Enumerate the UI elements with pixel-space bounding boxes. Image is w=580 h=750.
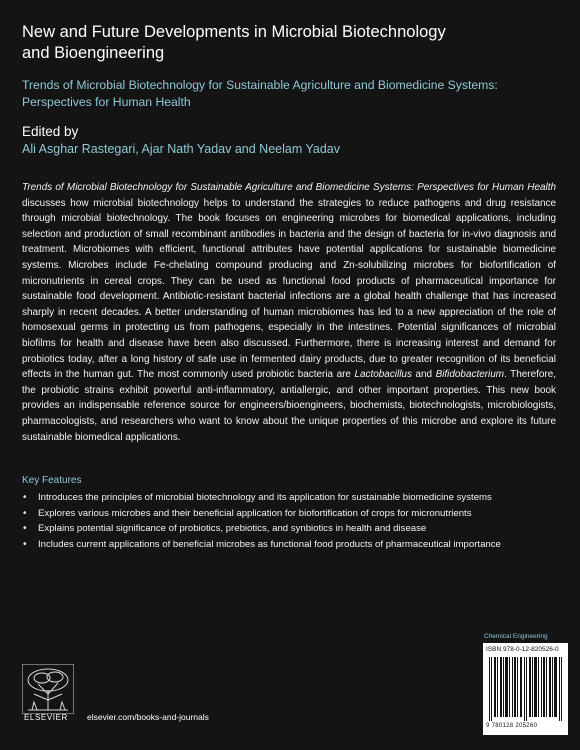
description-and: and — [411, 369, 436, 381]
description-lead-title: Trends of Microbial Biotechnology for Sustainable Agriculture and Biomedicine Systems: Perspectives for Human Health — [22, 182, 556, 193]
key-feature-item — [22, 490, 567, 506]
description-genus-lactobacillus: Lactobacillus — [354, 369, 412, 381]
isbn-barcode-box — [483, 643, 568, 735]
isbn-label: ISBN 978-0-12-820526-0 — [486, 646, 559, 653]
description-body-part-2: . Therefore, the probiotic strains exhibit powerful anti-inflammatory, antiallergic, and other important properties. This new book provides an indispensable reference source for engineers/bioengineers, biochemists, biotechnologists, microbiologists, pharmacologists, and researchers who want to know about the unique properties of this microbe and explore its future sustainable biomedical applications. — [22, 369, 557, 443]
key-feature-text: Includes current applications of beneficial microbes as functional food products of pharmaceutical importance — [38, 538, 501, 550]
editors-names: Ali Asghar Rastegari, Ajar Nath Yadav and Neelam Yadav — [22, 142, 341, 156]
barcode-icon — [489, 657, 563, 721]
barcode-number: 9 780128 205260 — [486, 723, 538, 729]
bullet-icon: • — [23, 538, 27, 550]
elsevier-tree-logo-icon — [22, 664, 74, 714]
bullet-icon: • — [23, 507, 27, 519]
book-title-line-1: New and Future Developments in Microbial Biotechnology — [22, 23, 446, 41]
description-genus-bifidobacterium: Bifidobacterium — [435, 369, 505, 381]
publisher-url[interactable]: elsevier.com/books-and-journals — [87, 712, 209, 722]
bullet-icon: • — [23, 492, 27, 503]
book-title — [22, 22, 562, 64]
key-feature-text: Explains potential significance of probiotics, prebiotics, and synbiotics in health and disease — [38, 523, 427, 535]
key-feature-item — [22, 537, 567, 553]
edited-by-label: Edited by — [22, 124, 79, 139]
key-feature-text: Introduces the principles of microbial biotechnology and its application for sustainable biomedicine systems — [38, 492, 492, 503]
description-body-part-1: discusses how microbial biotechnology helps to understand the strategies to reduce pathogens and drug resistance through microbial biotechnology. The book focuses on engineering microbes for biomedical applications, including selection and production of small recombinant antibodies in bacteria and the design of bacteria for in-vivo diagnosis and treatment. Microbiomes with efficient, functional attributes have potential applications for sustainable biomedicine systems. Microbes include Fe-chelating compound producing and Zn-solubilizing microbes for biofortification of micronutrients in cereal crops. They can be used as functional food products of pharmaceutical importance for sustainable food development. Antibiotic-resistant bacterial infections are a global health challenge that has increased sharply in recent decades. A better understanding of human microbiomes has led to a new appreciation of the role of homosexual germs in protecting us from pathogens, especially in the intestines. Potential significances of microbial biofilms for health and disease have been also discussed. Furthermore, there is increasing interest and demand for probiotics today, after a long history of safe use in fermented dairy products, due to greater recognition of its beneficial effects in the human gut. The most commonly used probiotic bacteria are — [22, 197, 556, 381]
key-features-heading: Key Features — [22, 475, 82, 486]
key-feature-item — [22, 506, 567, 522]
key-features-list — [22, 490, 567, 552]
book-title-line-2: and Bioengineering — [22, 44, 165, 62]
publisher-name: ELSEVIER — [24, 713, 68, 722]
key-feature-text: Explores various microbes and their beneficial application for biofortification of crops for micronutrients — [38, 507, 472, 519]
bullet-icon: • — [23, 523, 27, 535]
book-description — [22, 180, 556, 445]
key-feature-item — [22, 521, 567, 537]
subject-category: Chemical Engineering — [484, 633, 548, 640]
book-subtitle: Trends of Microbial Biotechnology for Sustainable Agriculture and Biomedicine Systems: Perspectives for Human Health — [22, 78, 498, 109]
